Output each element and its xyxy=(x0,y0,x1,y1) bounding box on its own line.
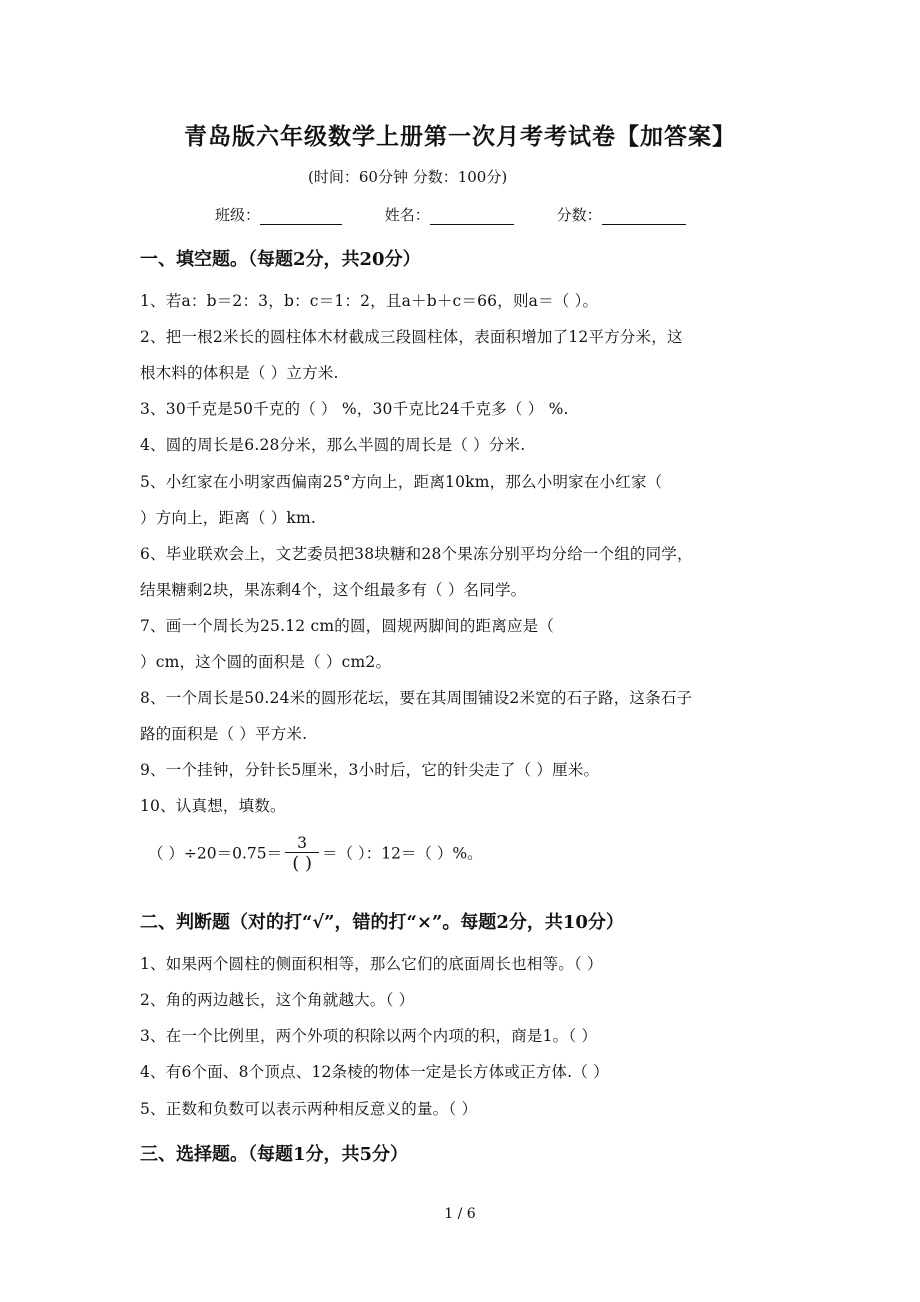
page-title: 青岛版六年级数学上册第一次月考考试卷【加答案】 xyxy=(184,123,736,150)
judgement-line: 2、角的两边越长，这个角就越大。（ ） xyxy=(140,991,415,1009)
question-line: 9、一个挂钟，分针长5厘米，3小时后，它的针尖走了（ ）厘米。 xyxy=(140,761,600,779)
question-line: 3、30千克是50千克的（ ） %，30千克比24千克多（ ） %. xyxy=(140,400,569,418)
student-info-fields xyxy=(215,204,724,225)
question-line: 7、画一个周长为25.12 cm的圆，圆规两脚间的距离应是（ xyxy=(140,617,555,635)
name-blank[interactable] xyxy=(430,208,514,225)
section-1-heading: 一、填空题。（每题2分，共20分） xyxy=(140,249,421,270)
section-2-heading: 二、判断题（对的打“√”，错的打“×”。每题2分，共10分） xyxy=(140,912,624,933)
question-line: 6、毕业联欢会上，文艺委员把38块糖和28个果冻分别平均分给一个组的同学， xyxy=(140,545,693,563)
fraction xyxy=(285,834,319,875)
judgement-line: 5、正数和负数可以表示两种相反意义的量。（ ） xyxy=(140,1100,478,1118)
question-line: 10、认真想，填数。 xyxy=(140,797,286,815)
fraction-numerator: 3 xyxy=(285,834,319,853)
class-blank[interactable] xyxy=(260,208,342,225)
question-line: 4、圆的周长是6.28分米，那么半圆的周长是（ ）分米. xyxy=(140,436,526,454)
judgement-line: 1、如果两个圆柱的侧面积相等，那么它们的底面周长也相等。（ ） xyxy=(140,955,603,973)
score-blank[interactable] xyxy=(602,208,686,225)
question-line: ）方向上，距离（ ）km. xyxy=(140,509,317,527)
exam-meta: (时间：60分钟 分数：100分) xyxy=(308,168,508,186)
question-line: ）cm，这个圆的面积是（ ）cm2。 xyxy=(140,653,392,671)
section-3-heading: 三、选择题。（每题1分，共5分） xyxy=(140,1144,409,1165)
page-number: 1 / 6 xyxy=(444,1206,476,1222)
judgement-line: 3、在一个比例里，两个外项的积除以两个内项的积，商是1。（ ） xyxy=(140,1027,598,1045)
question-line: 路的面积是（ ）平方米. xyxy=(140,725,308,743)
equation-left: （ ）÷20＝0.75＝ xyxy=(148,844,283,863)
class-label: 班级： xyxy=(215,206,261,224)
question-line: 结果糖剩2块，果冻剩4个，这个组最多有（ ）名同学。 xyxy=(140,581,527,599)
question-line: 1、若a：b＝2：3，b：c＝1：2，且a＋b＋c＝66，则a＝（ ）。 xyxy=(140,292,599,310)
name-label: 姓名： xyxy=(384,206,430,224)
score-label: 分数： xyxy=(556,206,602,224)
equation-right: ＝（ ）：12＝（ ）%。 xyxy=(322,844,483,863)
question-line: 2、把一根2米长的圆柱体木材截成三段圆柱体，表面积增加了12平方分米，这 xyxy=(140,328,683,346)
question-line: 8、一个周长是50.24米的圆形花坛，要在其周围铺设2米宽的石子路，这条石子 xyxy=(140,689,693,707)
question-line: 根木料的体积是（ ）立方米. xyxy=(140,364,339,382)
judgement-line: 4、有6个面、8个顶点、12条棱的物体一定是长方体或正方体.（ ） xyxy=(140,1063,609,1081)
fraction-denominator: ( ) xyxy=(292,853,312,874)
fraction-equation xyxy=(148,834,483,875)
question-line: 5、小红家在小明家西偏南25°方向上，距离10km，那么小明家在小红家（ xyxy=(140,473,663,491)
